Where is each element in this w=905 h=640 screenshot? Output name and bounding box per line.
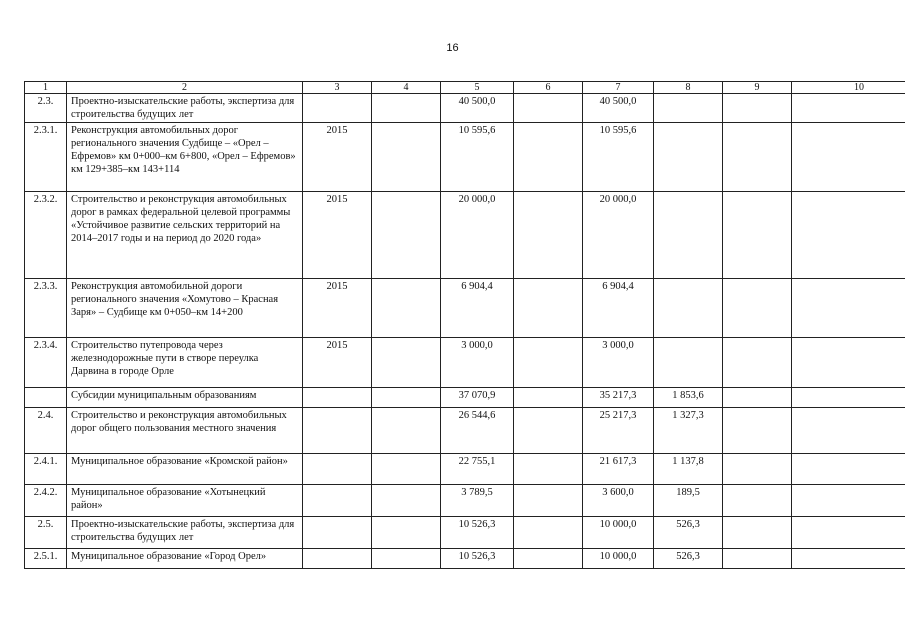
row-col8 <box>654 279 723 338</box>
row-year <box>303 94 372 123</box>
row-name: Строительство путепровода через железнодорожные пути в створе переулка Дарвина в городе Орле <box>67 338 303 388</box>
row-name: Проектно-изыскательские работы, экспертиза для строительства будущих лет <box>67 517 303 549</box>
row-col10 <box>792 123 905 192</box>
row-year <box>303 454 372 485</box>
row-year <box>303 408 372 454</box>
row-col4 <box>372 388 441 408</box>
row-col6 <box>514 485 583 517</box>
row-number: 2.4.2. <box>25 485 67 517</box>
row-col8 <box>654 338 723 388</box>
row-name: Строительство и реконструкция автомобильных дорог общего пользования местного значения <box>67 408 303 454</box>
row-number: 2.3.4. <box>25 338 67 388</box>
table-row <box>25 408 905 454</box>
column-header: 7 <box>583 82 654 94</box>
row-col5: 37 070,9 <box>441 388 514 408</box>
row-col6 <box>514 338 583 388</box>
row-number: 2.4.1. <box>25 454 67 485</box>
row-year <box>303 549 372 569</box>
table-body <box>25 94 905 569</box>
row-col10 <box>792 338 905 388</box>
row-name: Реконструкция автомобильных дорог регионального значения Судбище – «Орел – Ефремов» км 0+000–км 6+800, «Орел – Ефремов» км 129+385–км 143+114 <box>67 123 303 192</box>
row-col8 <box>654 123 723 192</box>
row-col4 <box>372 192 441 279</box>
row-col10 <box>792 192 905 279</box>
row-col6 <box>514 94 583 123</box>
table-row <box>25 485 905 517</box>
row-col7: 6 904,4 <box>583 279 654 338</box>
row-col9 <box>723 454 792 485</box>
table-row <box>25 388 905 408</box>
row-number: 2.3.1. <box>25 123 67 192</box>
row-year: 2015 <box>303 338 372 388</box>
row-number: 2.3.3. <box>25 279 67 338</box>
row-col4 <box>372 338 441 388</box>
table-row <box>25 192 905 279</box>
row-col7: 40 500,0 <box>583 94 654 123</box>
row-col8: 526,3 <box>654 549 723 569</box>
row-col4 <box>372 549 441 569</box>
row-col5: 6 904,4 <box>441 279 514 338</box>
row-col7: 3 600,0 <box>583 485 654 517</box>
column-header: 9 <box>723 82 792 94</box>
row-year: 2015 <box>303 123 372 192</box>
row-col6 <box>514 408 583 454</box>
row-col10 <box>792 408 905 454</box>
page-number: 16 <box>446 42 459 54</box>
row-col7: 35 217,3 <box>583 388 654 408</box>
row-col9 <box>723 123 792 192</box>
row-col4 <box>372 485 441 517</box>
row-number: 2.5.1. <box>25 549 67 569</box>
row-col6 <box>514 388 583 408</box>
row-col10 <box>792 454 905 485</box>
row-col4 <box>372 517 441 549</box>
row-col5: 40 500,0 <box>441 94 514 123</box>
row-col9 <box>723 94 792 123</box>
row-col8 <box>654 94 723 123</box>
row-col6 <box>514 279 583 338</box>
row-name: Муниципальное образование «Город Орел» <box>67 549 303 569</box>
row-col9 <box>723 279 792 338</box>
row-col5: 26 544,6 <box>441 408 514 454</box>
row-year: 2015 <box>303 192 372 279</box>
row-name: Субсидии муниципальным образованиям <box>67 388 303 408</box>
table-row <box>25 279 905 338</box>
row-col6 <box>514 517 583 549</box>
row-col7: 10 000,0 <box>583 517 654 549</box>
column-header: 4 <box>372 82 441 94</box>
row-col9 <box>723 408 792 454</box>
row-col8 <box>654 192 723 279</box>
column-header: 6 <box>514 82 583 94</box>
row-col5: 3 789,5 <box>441 485 514 517</box>
row-col5: 10 595,6 <box>441 123 514 192</box>
row-col10 <box>792 388 905 408</box>
row-col9 <box>723 485 792 517</box>
row-col7: 10 000,0 <box>583 549 654 569</box>
row-col8: 1 853,6 <box>654 388 723 408</box>
row-col4 <box>372 123 441 192</box>
column-header: 8 <box>654 82 723 94</box>
row-name: Строительство и реконструкция автомобильных дорог в рамках федеральной целевой программы «Устойчивое развитие сельских территорий на 2014–2017 годы и на период до 2020 года» <box>67 192 303 279</box>
row-col10 <box>792 549 905 569</box>
row-col8: 1 327,3 <box>654 408 723 454</box>
row-col10 <box>792 94 905 123</box>
table-row <box>25 549 905 569</box>
header-row <box>25 82 905 94</box>
table-row <box>25 454 905 485</box>
row-col9 <box>723 338 792 388</box>
row-col5: 3 000,0 <box>441 338 514 388</box>
row-col7: 3 000,0 <box>583 338 654 388</box>
row-col6 <box>514 123 583 192</box>
row-name: Реконструкция автомобильной дороги регионального значения «Хомутово – Красная Заря» – Судбище км 0+050–км 14+200 <box>67 279 303 338</box>
row-col10 <box>792 517 905 549</box>
row-col5: 10 526,3 <box>441 517 514 549</box>
row-col4 <box>372 454 441 485</box>
row-year <box>303 388 372 408</box>
column-header: 5 <box>441 82 514 94</box>
row-number: 2.5. <box>25 517 67 549</box>
column-header: 1 <box>25 82 67 94</box>
row-col8: 1 137,8 <box>654 454 723 485</box>
row-col7: 10 595,6 <box>583 123 654 192</box>
table-row <box>25 338 905 388</box>
column-header: 10 <box>792 82 905 94</box>
row-col5: 22 755,1 <box>441 454 514 485</box>
row-number: 2.3. <box>25 94 67 123</box>
table-row <box>25 94 905 123</box>
row-col9 <box>723 388 792 408</box>
row-col9 <box>723 192 792 279</box>
row-name: Муниципальное образование «Хотынецкий район» <box>67 485 303 517</box>
row-year <box>303 485 372 517</box>
row-col10 <box>792 485 905 517</box>
row-col7: 25 217,3 <box>583 408 654 454</box>
table-row <box>25 517 905 549</box>
row-name: Муниципальное образование «Кромской район» <box>67 454 303 485</box>
row-col6 <box>514 454 583 485</box>
column-header: 3 <box>303 82 372 94</box>
row-col5: 10 526,3 <box>441 549 514 569</box>
column-header: 2 <box>67 82 303 94</box>
budget-table <box>24 81 905 569</box>
table-row <box>25 123 905 192</box>
row-col7: 21 617,3 <box>583 454 654 485</box>
row-year <box>303 517 372 549</box>
row-col9 <box>723 517 792 549</box>
row-col4 <box>372 279 441 338</box>
row-col10 <box>792 279 905 338</box>
row-number: 2.3.2. <box>25 192 67 279</box>
row-col7: 20 000,0 <box>583 192 654 279</box>
row-year: 2015 <box>303 279 372 338</box>
row-col4 <box>372 94 441 123</box>
row-col5: 20 000,0 <box>441 192 514 279</box>
row-col4 <box>372 408 441 454</box>
row-col6 <box>514 549 583 569</box>
row-number <box>25 388 67 408</box>
row-name: Проектно-изыскательские работы, экспертиза для строительства будущих лет <box>67 94 303 123</box>
row-col8: 526,3 <box>654 517 723 549</box>
row-col9 <box>723 549 792 569</box>
row-col8: 189,5 <box>654 485 723 517</box>
row-number: 2.4. <box>25 408 67 454</box>
row-col6 <box>514 192 583 279</box>
